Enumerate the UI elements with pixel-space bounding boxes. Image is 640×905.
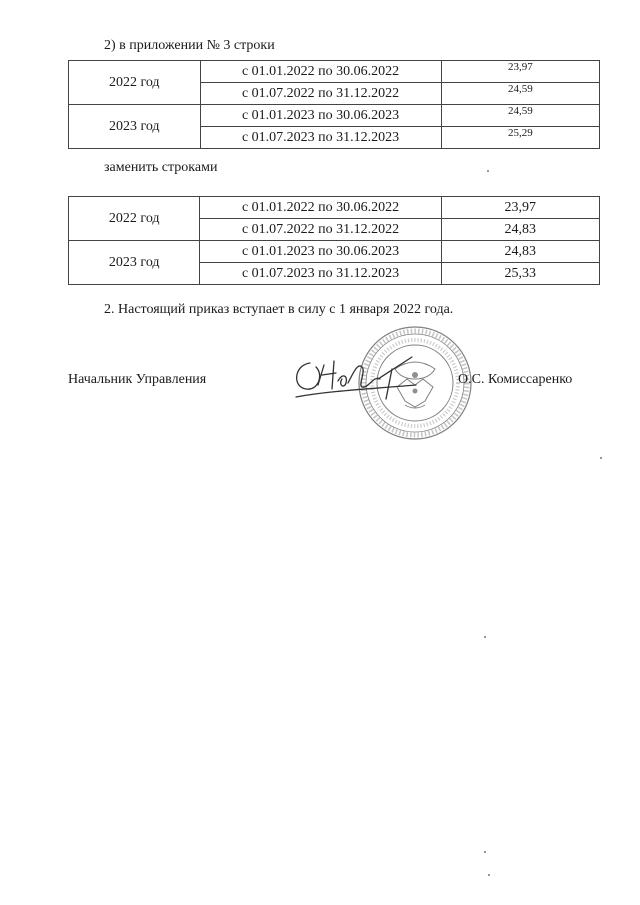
period-cell: с 01.07.2022 по 31.12.2022: [200, 83, 441, 105]
period-cell: с 01.01.2022 по 30.06.2022: [200, 197, 441, 219]
signatory-position: Начальник Управления: [68, 372, 207, 387]
value-cell: 23,97: [441, 61, 599, 83]
year-cell: 2022 год: [69, 197, 200, 241]
period-cell: с 01.07.2022 по 31.12.2022: [200, 219, 441, 241]
signatory-name: О.С. Комиссаренко: [458, 372, 573, 387]
table-row: [69, 105, 600, 127]
value-cell: 24,83: [441, 219, 599, 241]
value-cell: 23,97: [441, 197, 599, 219]
year-cell: 2022 год: [69, 61, 201, 105]
effective-clause: 2. Настоящий приказ вступает в силу с 1 января 2022 года.: [104, 302, 454, 317]
value-cell: 24,59: [441, 83, 599, 105]
new-rates-table: [68, 196, 600, 285]
replace-line: заменить строками: [104, 160, 218, 175]
scan-speck: [487, 170, 489, 172]
handwritten-signature: [288, 345, 428, 405]
value-cell: 24,59: [441, 105, 599, 127]
period-cell: с 01.01.2023 по 30.06.2023: [200, 105, 441, 127]
intro-line: 2) в приложении № 3 строки: [104, 38, 275, 53]
scan-speck: [484, 636, 486, 638]
year-cell: 2023 год: [69, 241, 200, 285]
scan-speck: [484, 851, 486, 853]
value-cell: 25,33: [441, 263, 599, 285]
table-row: [69, 61, 600, 83]
period-cell: с 01.07.2023 по 31.12.2023: [200, 127, 441, 149]
value-cell: 25,29: [441, 127, 599, 149]
period-cell: с 01.01.2022 по 30.06.2022: [200, 61, 441, 83]
value-cell: 24,83: [441, 241, 599, 263]
scan-speck: [488, 874, 490, 876]
year-cell: 2023 год: [69, 105, 201, 149]
period-cell: с 01.07.2023 по 31.12.2023: [200, 263, 441, 285]
table-row: [69, 197, 600, 219]
period-cell: с 01.01.2023 по 30.06.2023: [200, 241, 441, 263]
old-rates-table: [68, 60, 600, 149]
scan-speck: [600, 457, 602, 459]
table-row: [69, 241, 600, 263]
